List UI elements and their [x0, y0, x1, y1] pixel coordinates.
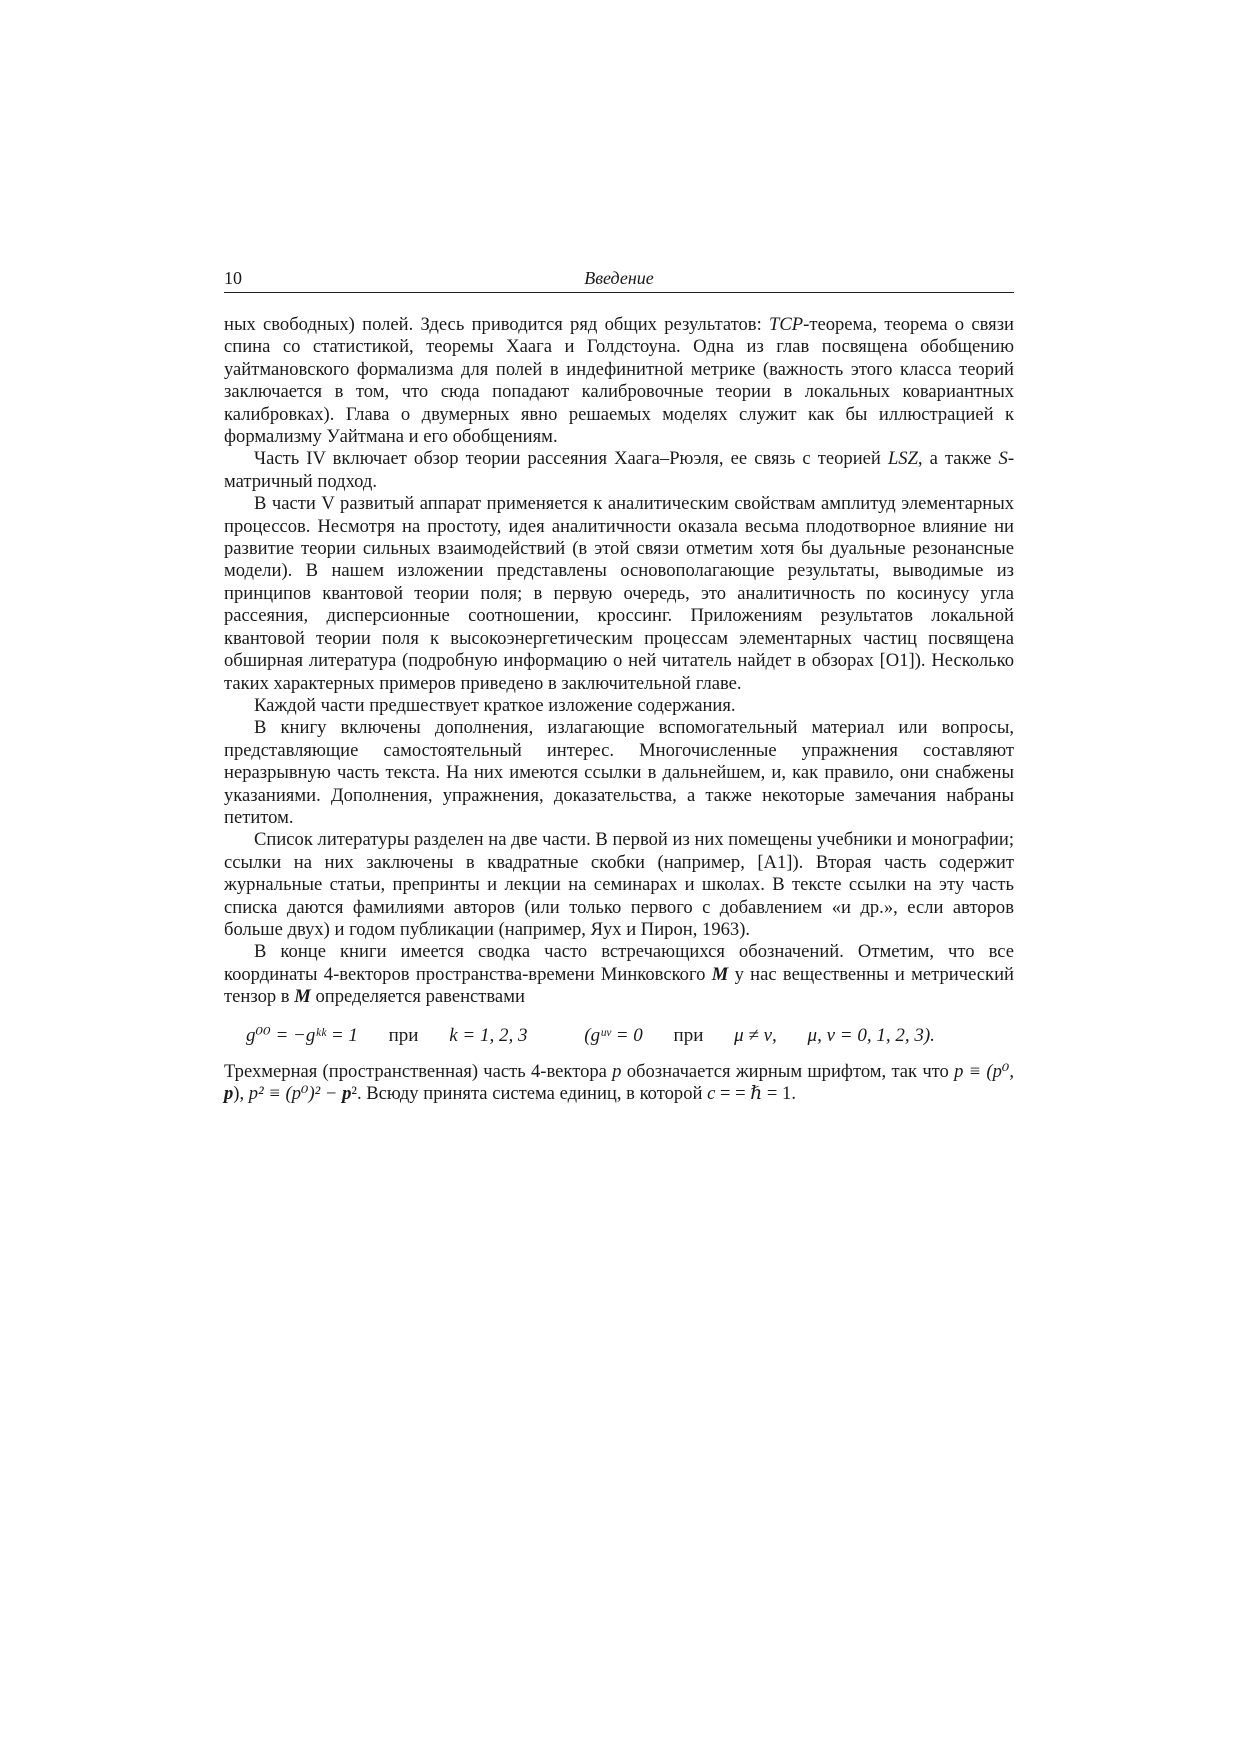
metric-formula — [224, 1025, 1014, 1047]
text-segment: обозначается жирным шрифтом, так что — [621, 1061, 955, 1082]
paragraph — [224, 829, 1014, 941]
text-segment: S — [998, 448, 1008, 470]
paragraph — [224, 493, 1014, 695]
text-segment: M — [294, 986, 311, 1008]
text-segment: p² ≡ (p⁰)² − — [248, 1083, 343, 1105]
text-segment: = 1. — [762, 1083, 796, 1105]
text-segment: LSZ — [887, 448, 918, 470]
formula-when-1: при — [388, 1024, 419, 1046]
text-segment: , а также — [917, 448, 999, 470]
text-segment: В книгу включены дополнения, излагающие вспомогательный материал или вопросы, представляющие самостоятельный интерес. Многочисленные упражнения составляют неразрывную часть текста. На них имеются ссылки в дальнейшем, и, как правило, они снабжены указаниями. Дополнения, упражнения, доказательства, а также некоторые замечания набраны петитом. — [224, 717, 1014, 828]
paragraph — [224, 314, 1014, 448]
text-segment: ных свободных) полей. Здесь приводится ряд общих результатов: — [224, 314, 770, 335]
text-segment: p ≡ (p⁰, — [954, 1061, 1015, 1082]
text-segment: ℏ — [750, 1083, 763, 1105]
text-segment: ². Всюду принята система единиц, в которой — [351, 1083, 708, 1105]
formula-cond-3: μ, ν = 0, 1, 2, 3). — [807, 1024, 935, 1046]
text-segment: c — [707, 1083, 716, 1105]
paragraph — [224, 695, 1014, 717]
text-segment: у нас вещественны и метрический тензор в — [224, 963, 1014, 1008]
paragraph — [224, 717, 1014, 829]
text-segment: В конце книги имеется сводка часто встречающихся обозначений. Отметим, что все координаты 4-векторов пространства-времени Минковского — [224, 941, 1014, 985]
text-segment: ), — [233, 1083, 249, 1105]
page-header — [224, 268, 1014, 293]
text-segment: Каждой части предшествует краткое изложение содержания. — [254, 694, 736, 716]
text-segment: определяется равенствами — [310, 986, 525, 1008]
text-segment: p — [342, 1083, 352, 1105]
paragraph — [224, 941, 1014, 1008]
body-text — [224, 314, 1014, 1106]
text-segment: Список литературы разделен на две части. В первой из них помещены учебники и монографии; ссылки на них заключены в квадратные скобки (например, [A1]). Вторая часть содержит журнальные статьи, препринты и лекции на семинарах и школах. В тексте ссылки на эту часть списка даются фамилиями авторов (или только первого с добавлением «и др.», если авторов больше двух) и годом публикации (например, Яух и Пирон, 1963). — [224, 829, 1014, 940]
text-segment: В части V развитый аппарат применяется к аналитическим свойствам амплитуд элементарных процессов. Несмотря на простоту, идея аналитичности оказала весьма плодотворное влияние ни развитие теории сильных взаимодействий (в этой связи отметим хотя бы дуальные резонансные модели). В нашем изложении представлены основополагающие результаты, выводимые из принципов квантовой теории поля; в первую очередь, это аналитичность по косинусу угла рассеяния, дисперсионные соотношении, кроссинг. Приложениям результатов локальной квантовой теории поля к высокоэнергетическим процессам элементарных частиц посвящена обширная литература (подробную информацию о ней читатель найдет в обзорах [O1]). Несколько таких характерных примеров приведено в заключительной главе. — [224, 493, 1014, 694]
text-segment: -теорема, теорема о связи спина со статистикой, теоремы Хаага и Голдстоуна. Одна из глав посвящена обобщению уайтмановского формализма для полей в индефинитной метрике (важность этого класса теорий заключается в том, что сюда попадают калибровочные теории в локальных ковариантных калибровках). Глава о двумерных явно решаемых моделях служит как бы иллюстрацией к формализму Уайтмана и его обобщениям. — [224, 314, 1014, 448]
page-number: 10 — [224, 268, 242, 288]
text-segment: Часть IV включает обзор теории рассеяния Хаага–Рюэля, ее связь с теорией — [254, 448, 888, 470]
text-segment: Трехмерная (пространственная) часть 4-вектора — [224, 1061, 613, 1082]
running-title: Введение — [584, 268, 654, 288]
formula-left: g⁰⁰ = −gᵏᵏ = 1 — [246, 1024, 358, 1046]
paragraph — [224, 1061, 1014, 1106]
formula-when-2: при — [673, 1024, 704, 1046]
formula-mid: (gᵘᵛ = 0 — [584, 1024, 643, 1046]
formula-cond-1: k = 1, 2, 3 — [449, 1024, 528, 1046]
text-segment: M — [711, 963, 729, 985]
text-segment: p — [224, 1083, 234, 1105]
text-segment: p — [612, 1061, 622, 1082]
formula-cond-2: μ ≠ ν, — [734, 1024, 777, 1046]
text-segment: -матричный подход. — [224, 448, 1015, 492]
paragraph — [224, 448, 1014, 493]
text-segment: = = — [715, 1083, 751, 1105]
text-segment: TCP — [769, 314, 804, 335]
